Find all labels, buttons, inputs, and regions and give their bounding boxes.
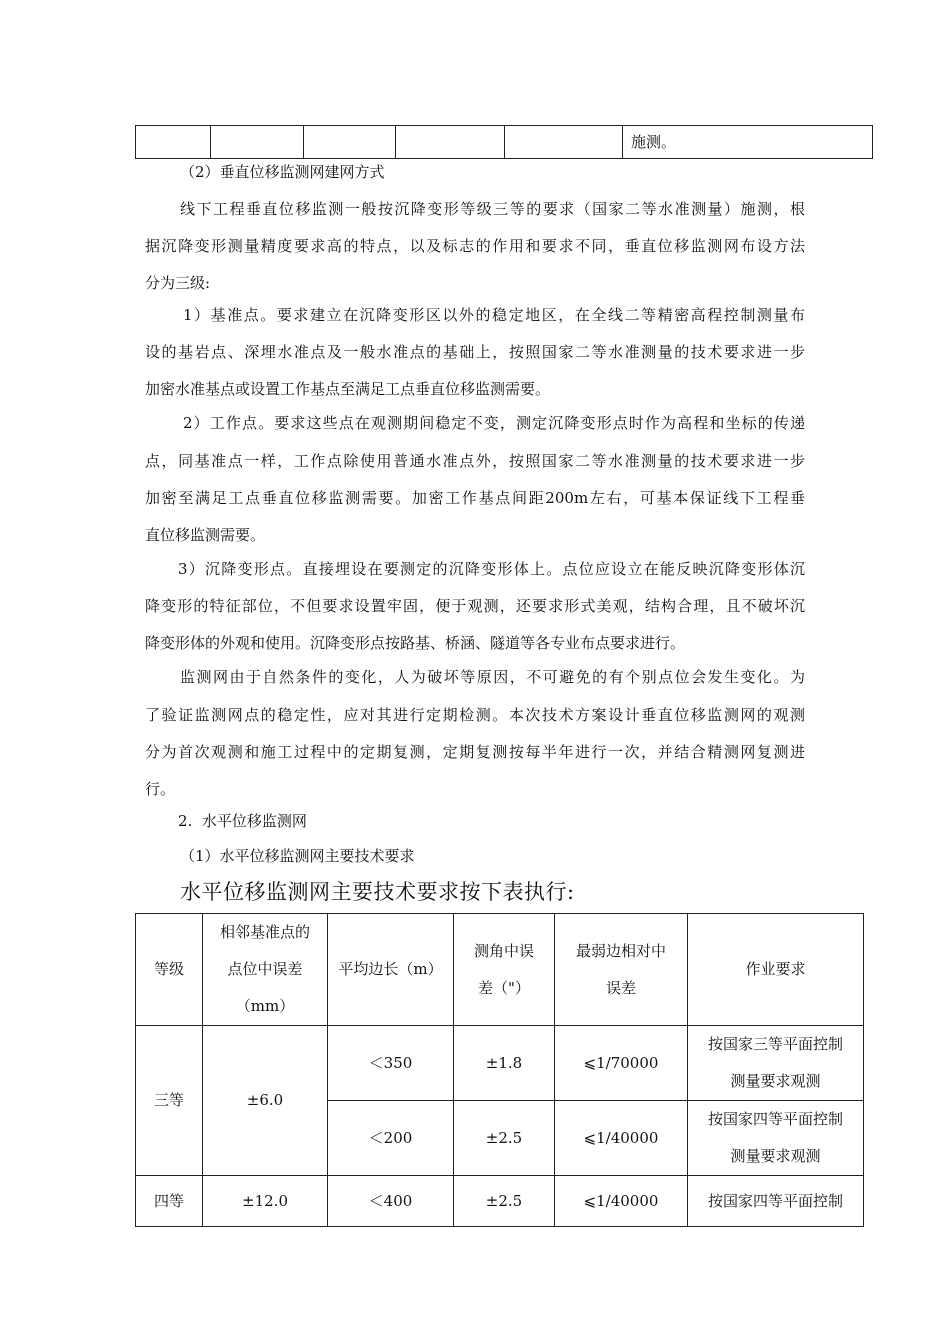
cell-angle-error: ±1.8: [454, 1026, 555, 1101]
paragraph-line: 行。: [145, 780, 176, 798]
paragraph-line: 1）基准点。要求建立在沉降变形区以外的稳定地区，在全线二等精密高程控制测量布: [183, 306, 805, 324]
table-cell: [304, 126, 396, 159]
header-point-error: 相邻基准点的 点位中误差 （mm）: [203, 914, 328, 1026]
cell-requirement: 按国家三等平面控制 测量要求观测: [688, 1026, 864, 1101]
cell-weakest-side: ⩽1/40000: [555, 1176, 688, 1227]
cell-weakest-side: ⩽1/70000: [555, 1026, 688, 1101]
paragraph-line: 加密水准基点或设置工作基点至满足工点垂直位移监测需要。: [145, 380, 551, 398]
header-average-length: 平均边长（m）: [328, 914, 454, 1026]
table-cell: [211, 126, 304, 159]
header-grade: 等级: [136, 914, 203, 1026]
cell-grade: 四等: [136, 1176, 203, 1227]
table-caption: 水平位移监测网主要技术要求按下表执行:: [180, 880, 575, 904]
horizontal-monitoring-spec-table: [135, 913, 864, 1227]
paragraph-line: 分为首次观测和施工过程中的定期复测，定期复测按每半年进行一次，并结合精测网复测进: [145, 743, 805, 761]
paragraph-line: 设的基岩点、深埋水准点及一般水准点的基础上，按照国家二等水准测量的技术要求进一步: [145, 343, 805, 361]
cell-grade: 三等: [136, 1026, 203, 1176]
cell-point-error: ±12.0: [203, 1176, 328, 1227]
cell-point-error: ±6.0: [203, 1026, 328, 1176]
cell-angle-error: ±2.5: [454, 1101, 555, 1176]
cell-average-length: ＜400: [328, 1176, 454, 1227]
cell-average-length: ＜200: [328, 1101, 454, 1176]
paragraph-line: 直位移监测需要。: [145, 526, 266, 544]
table-cell: [505, 126, 623, 159]
paragraph-line: 3）沉降变形点。直接埋设在要测定的沉降变形体上。点位应设立在能反映沉降变形体沉: [178, 560, 805, 578]
paragraph-line: 监测网由于自然条件的变化，人为破坏等原因，不可避免的有个别点位会发生变化。为: [180, 668, 805, 686]
paragraph-line: 降变形体的外观和使用。沉降变形点按路基、桥涵、隧道等各专业布点要求进行。: [145, 634, 686, 652]
paragraph-line: 据沉降变形测量精度要求高的特点，以及标志的作用和要求不同，垂直位移监测网布设方法: [145, 237, 805, 255]
cell-requirement: 按国家四等平面控制: [688, 1176, 864, 1227]
top-table-fragment: [135, 125, 873, 159]
table-row: [136, 126, 873, 159]
cell-requirement: 按国家四等平面控制 测量要求观测: [688, 1101, 864, 1176]
table-header-row: [136, 914, 864, 1026]
header-weakest-side-error: 最弱边相对中 误差: [555, 914, 688, 1026]
table-cell: [396, 126, 505, 159]
paragraph-line: 降变形的特征部位，不但要求设置牢固，便于观测，还要求形式美观，结构合理，且不破坏沉: [145, 597, 805, 615]
paragraph-line: 点，同基准点一样，工作点除使用普通水准点外，按照国家二等水准测量的技术要求进一步: [145, 452, 805, 470]
table-row: [136, 1176, 864, 1227]
paragraph-line: 了验证监测网点的稳定性，应对其进行定期检测。本次技术方案设计垂直位移监测网的观测: [145, 706, 805, 724]
paragraph-line: 加密至满足工点垂直位移监测需要。加密工作基点间距200m左右，可基本保证线下工程垂: [145, 489, 805, 507]
section-heading: （2）垂直位移监测网建网方式: [180, 163, 385, 181]
header-requirement: 作业要求: [688, 914, 864, 1026]
paragraph-line: 2）工作点。要求这些点在观测期间稳定不变，测定沉降变形点时作为高程和坐标的传递: [183, 414, 805, 432]
section-heading: 2. 水平位移监测网: [178, 812, 307, 830]
table-cell: 施测。: [623, 126, 873, 159]
table-cell: [136, 126, 211, 159]
header-angle-error: 测角中误 差（"）: [454, 914, 555, 1026]
table-row: [136, 1026, 864, 1101]
subsection-heading: （1）水平位移监测网主要技术要求: [180, 847, 415, 865]
paragraph-line: 分为三级:: [145, 274, 211, 292]
cell-angle-error: ±2.5: [454, 1176, 555, 1227]
paragraph-line: 线下工程垂直位移监测一般按沉降变形等级三等的要求（国家二等水准测量）施测，根: [180, 200, 805, 218]
cell-average-length: ＜350: [328, 1026, 454, 1101]
cell-weakest-side: ⩽1/40000: [555, 1101, 688, 1176]
